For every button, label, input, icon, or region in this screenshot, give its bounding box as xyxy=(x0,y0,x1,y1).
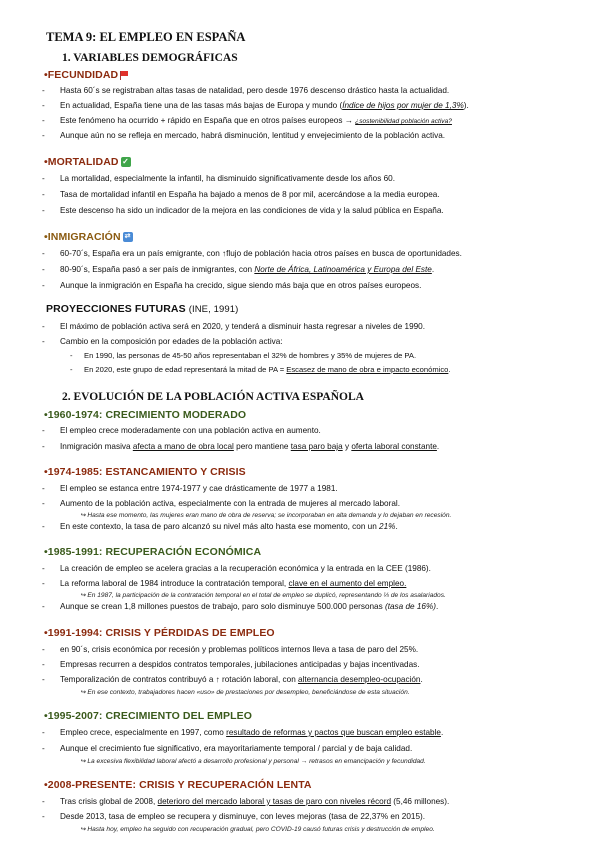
list-item: - 80-90´s, España pasó a ser país de inmigrantes, con Norte de África, Latinoamérica y Europa del Este. xyxy=(42,265,435,274)
inmigracion-heading-text: •INMIGRACIÓN xyxy=(44,231,121,243)
list-item: - Aunque el crecimiento fue significativo, era mayoritariamente temporal / parcial y de baja calidad. xyxy=(42,744,413,753)
list-item: - Tasa de mortalidad infantil en España ha bajado a menos de 8 por mil, acercándose a la media europea. xyxy=(42,190,440,199)
list-item: - Aunque la inmigración en España ha crecido, sigue siendo más baja que en otros países europeos. xyxy=(42,281,422,290)
flag-icon xyxy=(120,71,129,79)
list-item: - En actualidad, España tiene una de las tasas más bajas de Europa y mundo (Índice de hijos por mujer de 1,3%). xyxy=(42,101,469,110)
list-item: - en 90´s, crisis económica por recesión y problemas políticos internos lleva a tasa de paro del 25%. xyxy=(42,645,419,654)
list-item: - En 2020, este grupo de edad representará la mitad de PA = Escasez de mano de obra e impacto económico. xyxy=(70,365,451,374)
page-title: TEMA 9: EL EMPLEO EN ESPAÑA xyxy=(46,30,246,44)
list-item: - Empresas recurren a despidos contratos temporales, jubilaciones anticipadas y bajas incentivadas. xyxy=(42,660,420,669)
check-icon: ✓ xyxy=(122,157,129,167)
list-item: - Aunque aún no se refleja en mercado, habrá disminución, lentitud y envejecimiento de la población activa. xyxy=(42,131,446,140)
inmigracion-heading xyxy=(44,231,133,243)
list-item: - Temporalización de contratos contribuyó a ↑ rotación laboral, con alternancia desempleo-ocupación. xyxy=(42,675,423,684)
list-item: - 60-70´s, España era un país emigrante, con ↑flujo de población hacia otros países en busca de oportunidades. xyxy=(42,249,462,258)
period-1985-heading: •1985-1991: RECUPERACIÓN ECONÓMICA xyxy=(44,546,262,558)
note: ↪ En 1987, la participación de la contratación temporal en el total de empleo se duplicó, representando ⅓ de los asalariados. xyxy=(80,592,446,599)
note: ↪ Hasta ese momento, las mujeres eran mano de obra de reserva; se incorporaban en alta demanda y lo dejaban en recesión. xyxy=(80,512,452,519)
list-item: - Este fenómeno ha ocurrido + rápido en España que en otros países europeos → ¿sostenibilidad población activa? xyxy=(42,116,452,125)
period-2008-heading: •2008-PRESENTE: CRISIS Y RECUPERACIÓN LENTA xyxy=(44,779,312,791)
fecundidad-heading-text: •FECUNDIDAD xyxy=(44,69,119,81)
list-item: - La creación de empleo se acelera gracias a la recuperación económica y la entrada en la CEE (1986). xyxy=(42,564,431,573)
list-item: - Desde 2013, tasa de empleo se recupera y disminuye, con leves mejoras (tasa de 22,37% en 2015). xyxy=(42,812,426,821)
period-1995-heading: •1995-2007: CRECIMIENTO DEL EMPLEO xyxy=(44,710,252,722)
note: ↪ La excesiva flexibilidad laboral afectó a desarrollo profesional y personal → retrasos en emancipación y fecundidad. xyxy=(80,758,426,765)
section-heading-variables: 1. VARIABLES DEMOGRÁFICAS xyxy=(62,52,238,64)
fecundidad-heading xyxy=(44,69,129,81)
list-item: - Empleo crece, especialmente en 1997, como resultado de reformas y pactos que buscan empleo estable. xyxy=(42,728,444,737)
list-item: - Hasta 60´s se registraban altas tasas de natalidad, pero desde 1976 descenso drástico hasta la actualidad. xyxy=(42,86,450,95)
list-item: - El máximo de población activa será en 2020, y tenderá a disminuir hasta regresar a niveles de 1990. xyxy=(42,322,426,331)
list-item: - En este contexto, la tasa de paro alcanzó su nivel más alto hasta ese momento, con un 21%. xyxy=(42,522,398,531)
proyecciones-source: (INE, 1991) xyxy=(188,304,239,315)
swap-arrows-icon: ⇄ xyxy=(123,232,133,242)
list-item: - Tras crisis global de 2008, deterioro del mercado laboral y tasas de paro con niveles récord (5,46 millones). xyxy=(42,797,450,806)
list-item: - Aumento de la población activa, especialmente con la entrada de mujeres al mercado laboral. xyxy=(42,499,400,508)
period-1991-heading: •1991-1994: CRISIS Y PÉRDIDAS DE EMPLEO xyxy=(44,627,275,639)
proyecciones-heading-text: PROYECCIONES FUTURAS xyxy=(46,303,186,315)
note: ↪ En ese contexto, trabajadores hacen «uso» de prestaciones por desempleo, beneficiándose de esta situación. xyxy=(80,689,410,696)
list-item: - Cambio en la composición por edades de la población activa: xyxy=(42,337,283,346)
period-1960-heading: •1960-1974: CRECIMIENTO MODERADO xyxy=(44,409,247,421)
list-item: - La reforma laboral de 1984 introduce la contratación temporal, clave en el aumento del empleo. xyxy=(42,579,407,588)
list-item: - Aunque se crean 1,8 millones puestos de trabajo, paro solo disminuye 500.000 personas (tasa de 16%). xyxy=(42,602,439,611)
list-item: - El empleo se estanca entre 1974-1977 y cae drásticamente de 1977 a 1981. xyxy=(42,484,338,493)
list-item: - En 1990, las personas de 45-50 años representaban el 32% de hombres y 35% de mujeres de PA. xyxy=(70,351,417,360)
list-item: - El empleo crece moderadamente con una población activa en aumento. xyxy=(42,426,321,435)
list-item: - La mortalidad, especialmente la infantil, ha disminuido significativamente desde los años 60. xyxy=(42,174,395,183)
proyecciones-heading xyxy=(46,303,238,315)
list-item: - Inmigración masiva afecta a mano de obra local pero mantiene tasa paro baja y oferta laboral constante. xyxy=(42,442,440,451)
period-1974-heading: •1974-1985: ESTANCAMIENTO Y CRISIS xyxy=(44,466,246,478)
mortalidad-heading xyxy=(44,156,131,168)
mortalidad-heading-text: •MORTALIDAD xyxy=(44,156,119,168)
section-heading-evolucion: 2. EVOLUCIÓN DE LA POBLACIÓN ACTIVA ESPAÑOLA xyxy=(62,391,364,403)
note: ↪ Hasta hoy, empleo ha seguido con recuperación gradual, pero COVID-19 causó futuras crisis y destrucción de empleo. xyxy=(80,826,435,833)
list-item: - Este descenso ha sido un indicador de la mejora en las condiciones de vida y la salud pública en España. xyxy=(42,206,444,215)
